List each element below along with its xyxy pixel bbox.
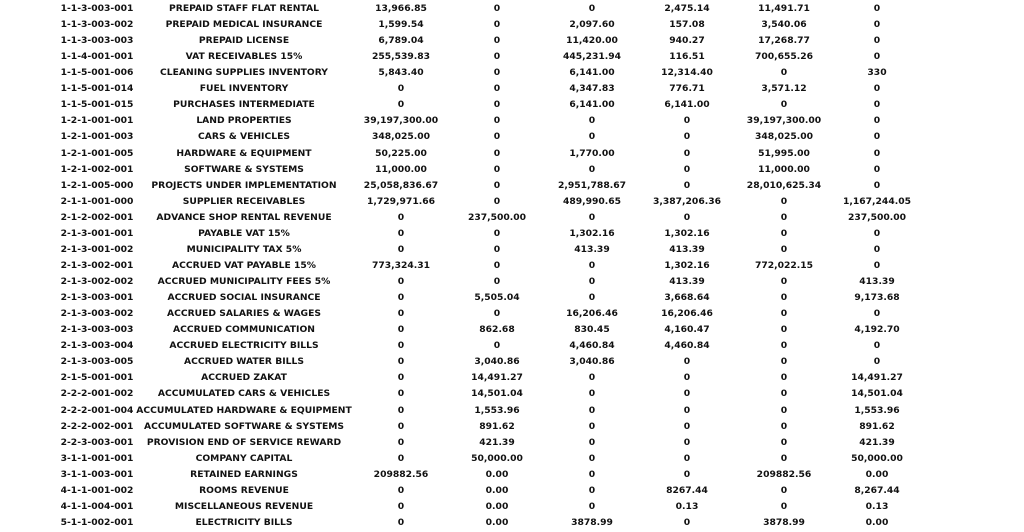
closing-credit-cell: 0: [873, 19, 881, 31]
table-row: [0, 49, 1024, 65]
closing-credit-cell: 0.00: [865, 516, 889, 528]
closing-credit-cell: 0: [873, 35, 881, 47]
period-debit-cell: 4,347.83: [569, 83, 615, 95]
account-name-cell: PREPAID LICENSE: [198, 35, 290, 47]
period-credit-cell: 1,302.16: [664, 227, 710, 239]
closing-credit-cell: 0: [873, 163, 881, 175]
period-debit-cell: 413.39: [574, 243, 610, 255]
opening-credit-cell: 0: [493, 131, 501, 143]
period-debit-cell: 0: [588, 420, 596, 432]
table-row: [0, 1, 1024, 17]
account-name-cell: ACCUMULATED CARS & VEHICLES: [157, 388, 331, 400]
period-debit-cell: 0: [588, 3, 596, 14]
period-debit-cell: 0: [588, 372, 596, 384]
table-row: [0, 322, 1024, 338]
account-code-cell: 1-1-3-003-001: [60, 3, 134, 14]
table-row: [0, 162, 1024, 178]
closing-debit-cell: 0: [780, 372, 788, 384]
closing-credit-cell: 9,173.68: [854, 292, 900, 304]
closing-credit-cell: 0.13: [865, 500, 889, 512]
period-credit-cell: 6,141.00: [664, 99, 710, 111]
opening-credit-cell: 0: [493, 3, 501, 14]
period-credit-cell: 3,668.64: [664, 292, 710, 304]
table-row: [0, 419, 1024, 435]
opening-debit-cell: 0: [397, 436, 405, 448]
account-code-cell: 1-2-1-001-001: [60, 115, 134, 127]
account-code-cell: 2-1-5-001-001: [60, 372, 134, 384]
opening-credit-cell: 237,500.00: [467, 211, 527, 223]
opening-credit-cell: 14,491.27: [471, 372, 523, 384]
period-credit-cell: 413.39: [669, 276, 705, 288]
closing-debit-cell: 39,197,300.00: [746, 115, 822, 127]
closing-credit-cell: 0: [873, 131, 881, 143]
table-row: [0, 338, 1024, 354]
opening-debit-cell: 0: [397, 372, 405, 384]
closing-debit-cell: 0: [780, 227, 788, 239]
account-name-cell: SOFTWARE & SYSTEMS: [184, 163, 304, 175]
table-row: [0, 65, 1024, 81]
table-row: [0, 467, 1024, 483]
account-code-cell: 3-1-1-003-001: [60, 468, 134, 480]
opening-credit-cell: 0: [493, 276, 501, 288]
table-row: [0, 386, 1024, 402]
account-code-cell: 5-1-1-002-001: [60, 516, 134, 528]
period-debit-cell: 3,040.86: [569, 356, 615, 368]
opening-credit-cell: 0: [493, 243, 501, 255]
opening-debit-cell: 255,539.83: [371, 51, 431, 63]
period-debit-cell: 0: [588, 276, 596, 288]
closing-credit-cell: 891.62: [859, 420, 895, 432]
period-debit-cell: 0: [588, 404, 596, 416]
period-debit-cell: 0: [588, 259, 596, 271]
closing-debit-cell: 17,268.77: [758, 35, 810, 47]
period-credit-cell: 4,460.84: [664, 340, 710, 352]
account-code-cell: 1-2-1-005-000: [60, 179, 134, 191]
closing-credit-cell: 0: [873, 308, 881, 320]
closing-debit-cell: 0: [780, 195, 788, 207]
period-credit-cell: 0: [683, 147, 691, 159]
period-debit-cell: 0: [588, 436, 596, 448]
account-name-cell: RETAINED EARNINGS: [190, 468, 298, 480]
period-debit-cell: 2,951,788.67: [557, 179, 627, 191]
closing-debit-cell: 0: [780, 436, 788, 448]
table-row: [0, 146, 1024, 162]
closing-credit-cell: 1,167,244.05: [842, 195, 912, 207]
opening-credit-cell: 5,505.04: [474, 292, 520, 304]
closing-credit-cell: 0: [873, 99, 881, 111]
period-credit-cell: 940.27: [669, 35, 705, 47]
period-debit-cell: 0: [588, 115, 596, 127]
closing-debit-cell: 0: [780, 308, 788, 320]
closing-debit-cell: 700,655.26: [754, 51, 814, 63]
period-credit-cell: 0: [683, 404, 691, 416]
account-code-cell: 2-2-2-002-001: [60, 420, 134, 432]
opening-debit-cell: 773,324.31: [371, 259, 431, 271]
period-credit-cell: 0: [683, 163, 691, 175]
account-code-cell: 1-1-4-001-001: [60, 51, 134, 63]
account-code-cell: 2-2-3-003-001: [60, 436, 134, 448]
opening-credit-cell: 0.00: [485, 484, 509, 496]
period-debit-cell: 0: [588, 468, 596, 480]
opening-credit-cell: 0: [493, 163, 501, 175]
account-name-cell: MUNICIPALITY TAX 5%: [186, 243, 302, 255]
opening-credit-cell: 0: [493, 51, 501, 63]
table-row: [0, 210, 1024, 226]
opening-debit-cell: 0: [397, 324, 405, 336]
opening-credit-cell: 0: [493, 99, 501, 111]
account-name-cell: ACCRUED COMMUNICATION: [173, 324, 315, 336]
opening-credit-cell: 0: [493, 340, 501, 352]
table-row: [0, 306, 1024, 322]
closing-credit-cell: 0: [873, 179, 881, 191]
period-credit-cell: 16,206.46: [661, 308, 713, 320]
account-code-cell: 2-1-3-003-001: [60, 292, 134, 304]
account-code-cell: 2-1-3-001-001: [60, 227, 134, 239]
closing-credit-cell: 413.39: [859, 276, 895, 288]
opening-credit-cell: 3,040.86: [474, 356, 520, 368]
closing-credit-cell: 0: [873, 147, 881, 159]
opening-credit-cell: 0: [493, 35, 501, 47]
period-debit-cell: 0: [588, 500, 596, 512]
account-name-cell: PURCHASES INTERMEDIATE: [173, 99, 315, 111]
period-credit-cell: 116.51: [669, 51, 705, 63]
account-name-cell: PREPAID STAFF FLAT RENTAL: [169, 3, 319, 14]
closing-credit-cell: 237,500.00: [847, 211, 907, 223]
closing-credit-cell: 0: [873, 356, 881, 368]
opening-debit-cell: 25,058,836.67: [363, 179, 439, 191]
account-name-cell: LAND PROPERTIES: [196, 115, 292, 127]
closing-credit-cell: 0: [873, 115, 881, 127]
table-row: [0, 178, 1024, 194]
closing-credit-cell: 0: [873, 51, 881, 63]
opening-debit-cell: 5,843.40: [378, 67, 424, 79]
period-credit-cell: 1,302.16: [664, 259, 710, 271]
table-row: [0, 129, 1024, 145]
account-name-cell: ADVANCE SHOP RENTAL REVENUE: [156, 211, 332, 223]
closing-credit-cell: 0: [873, 227, 881, 239]
opening-debit-cell: 50,225.00: [375, 147, 427, 159]
period-debit-cell: 0: [588, 452, 596, 464]
closing-debit-cell: 0: [780, 484, 788, 496]
period-credit-cell: 0: [683, 436, 691, 448]
account-name-cell: ACCRUED VAT PAYABLE 15%: [172, 259, 316, 271]
account-code-cell: 3-1-1-001-001: [60, 452, 134, 464]
period-debit-cell: 6,141.00: [569, 67, 615, 79]
account-name-cell: ACCRUED ELECTRICITY BILLS: [169, 340, 319, 352]
opening-credit-cell: 0: [493, 179, 501, 191]
table-row: [0, 81, 1024, 97]
opening-debit-cell: 0: [397, 404, 405, 416]
closing-debit-cell: 3,571.12: [761, 83, 807, 95]
closing-credit-cell: 0: [873, 243, 881, 255]
account-name-cell: PAYABLE VAT 15%: [198, 227, 290, 239]
account-code-cell: 2-1-3-001-002: [60, 243, 134, 255]
account-name-cell: ACCUMULATED SOFTWARE & SYSTEMS: [143, 420, 345, 432]
table-row: [0, 274, 1024, 290]
period-credit-cell: 0: [683, 452, 691, 464]
closing-debit-cell: 0: [780, 292, 788, 304]
period-debit-cell: 489,990.65: [562, 195, 622, 207]
closing-debit-cell: 28,010,625.34: [746, 179, 822, 191]
opening-debit-cell: 0: [397, 484, 405, 496]
account-name-cell: CLEANING SUPPLIES INVENTORY: [160, 67, 328, 79]
closing-credit-cell: 14,501.04: [851, 388, 903, 400]
period-debit-cell: 11,420.00: [566, 35, 618, 47]
account-code-cell: 2-2-2-001-002: [60, 388, 134, 400]
closing-debit-cell: 0: [780, 99, 788, 111]
account-name-cell: ACCRUED MUNICIPALITY FEES 5%: [157, 276, 331, 288]
period-debit-cell: 445,231.94: [562, 51, 622, 63]
closing-debit-cell: 0: [780, 500, 788, 512]
closing-debit-cell: 3,540.06: [761, 19, 807, 31]
period-debit-cell: 16,206.46: [566, 308, 618, 320]
account-code-cell: 2-2-2-001-004: [60, 404, 134, 416]
table-row: [0, 194, 1024, 210]
closing-debit-cell: 348,025.00: [754, 131, 814, 143]
table-row: [0, 17, 1024, 33]
opening-debit-cell: 209882.56: [373, 468, 429, 480]
closing-credit-cell: 0: [873, 340, 881, 352]
closing-credit-cell: 1,553.96: [854, 404, 900, 416]
closing-credit-cell: 330: [867, 67, 887, 79]
account-name-cell: SUPPLIER RECEIVABLES: [182, 195, 306, 207]
account-code-cell: 2-1-3-002-002: [60, 276, 134, 288]
account-name-cell: ACCRUED SALARIES & WAGES: [167, 308, 321, 320]
closing-debit-cell: 0: [780, 420, 788, 432]
period-credit-cell: 12,314.40: [661, 67, 713, 79]
opening-debit-cell: 0: [397, 99, 405, 111]
table-row: [0, 354, 1024, 370]
account-name-cell: VAT RECEIVABLES 15%: [185, 51, 303, 63]
table-row: [0, 97, 1024, 113]
period-credit-cell: 0: [683, 420, 691, 432]
opening-credit-cell: 50,000.00: [471, 452, 523, 464]
account-code-cell: 1-2-1-001-005: [60, 147, 134, 159]
closing-debit-cell: 0: [780, 452, 788, 464]
opening-credit-cell: 0: [493, 259, 501, 271]
closing-debit-cell: 0: [780, 388, 788, 400]
period-debit-cell: 6,141.00: [569, 99, 615, 111]
account-code-cell: 4-1-1-004-001: [60, 500, 134, 512]
opening-debit-cell: 0: [397, 516, 405, 528]
opening-credit-cell: 0: [493, 83, 501, 95]
table-row: [0, 451, 1024, 467]
table-row: [0, 403, 1024, 419]
opening-debit-cell: 1,599.54: [378, 19, 424, 31]
closing-credit-cell: 4,192.70: [854, 324, 900, 336]
period-credit-cell: 0: [683, 388, 691, 400]
table-row: [0, 226, 1024, 242]
period-debit-cell: 0: [588, 131, 596, 143]
period-debit-cell: 0: [588, 484, 596, 496]
opening-credit-cell: 0: [493, 67, 501, 79]
period-credit-cell: 3,387,206.36: [652, 195, 722, 207]
opening-debit-cell: 11,000.00: [375, 163, 427, 175]
table-row: [0, 499, 1024, 515]
account-name-cell: MISCELLANEOUS REVENUE: [174, 500, 314, 512]
opening-debit-cell: 0: [397, 243, 405, 255]
account-name-cell: FUEL INVENTORY: [199, 83, 289, 95]
closing-credit-cell: 14,491.27: [851, 372, 903, 384]
closing-debit-cell: 11,000.00: [758, 163, 810, 175]
opening-debit-cell: 0: [397, 308, 405, 320]
account-code-cell: 1-1-3-003-002: [60, 19, 134, 31]
period-credit-cell: 0: [683, 372, 691, 384]
opening-debit-cell: 0: [397, 276, 405, 288]
closing-debit-cell: 11,491.71: [758, 3, 810, 14]
opening-debit-cell: 6,789.04: [378, 35, 424, 47]
period-debit-cell: 2,097.60: [569, 19, 615, 31]
opening-credit-cell: 862.68: [479, 324, 515, 336]
period-credit-cell: 0: [683, 179, 691, 191]
closing-debit-cell: 772,022.15: [754, 259, 814, 271]
account-name-cell: HARDWARE & EQUIPMENT: [176, 147, 312, 159]
closing-debit-cell: 0: [780, 243, 788, 255]
closing-debit-cell: 0: [780, 356, 788, 368]
opening-debit-cell: 0: [397, 292, 405, 304]
closing-debit-cell: 0: [780, 276, 788, 288]
account-code-cell: 2-1-3-003-003: [60, 324, 134, 336]
period-credit-cell: 0: [683, 468, 691, 480]
opening-debit-cell: 13,966.85: [375, 3, 427, 14]
account-code-cell: 2-1-2-002-001: [60, 211, 134, 223]
account-code-cell: 1-1-5-001-015: [60, 99, 134, 111]
closing-debit-cell: 51,995.00: [758, 147, 810, 159]
opening-credit-cell: 14,501.04: [471, 388, 523, 400]
account-code-cell: 2-1-3-003-002: [60, 308, 134, 320]
table-row: [0, 483, 1024, 499]
opening-credit-cell: 1,553.96: [474, 404, 520, 416]
closing-debit-cell: 209882.56: [756, 468, 812, 480]
account-name-cell: ACCRUED ZAKAT: [201, 372, 287, 384]
period-credit-cell: 776.71: [669, 83, 705, 95]
account-name-cell: ROOMS REVENUE: [199, 484, 289, 496]
closing-debit-cell: 0: [780, 324, 788, 336]
period-debit-cell: 3878.99: [571, 516, 613, 528]
account-name-cell: CARS & VEHICLES: [198, 131, 290, 143]
closing-credit-cell: 0: [873, 3, 881, 14]
account-name-cell: ACCRUED SOCIAL INSURANCE: [167, 292, 321, 304]
period-credit-cell: 4,160.47: [664, 324, 710, 336]
period-credit-cell: 8267.44: [666, 484, 708, 496]
closing-credit-cell: 0.00: [865, 468, 889, 480]
period-debit-cell: 1,302.16: [569, 227, 615, 239]
opening-credit-cell: 0.00: [485, 468, 509, 480]
period-credit-cell: 0: [683, 516, 691, 528]
closing-credit-cell: 0: [873, 83, 881, 95]
account-code-cell: 1-1-5-001-006: [60, 67, 134, 79]
opening-debit-cell: 0: [397, 211, 405, 223]
opening-debit-cell: 0: [397, 500, 405, 512]
opening-debit-cell: 348,025.00: [371, 131, 431, 143]
closing-credit-cell: 8,267.44: [854, 484, 900, 496]
table-row: [0, 515, 1024, 531]
account-code-cell: 1-2-1-001-003: [60, 131, 134, 143]
opening-debit-cell: 0: [397, 420, 405, 432]
opening-credit-cell: 0: [493, 115, 501, 127]
period-debit-cell: 0: [588, 163, 596, 175]
opening-debit-cell: 39,197,300.00: [363, 115, 439, 127]
account-name-cell: PROJECTS UNDER IMPLEMENTATION: [151, 179, 337, 191]
opening-credit-cell: 0.00: [485, 500, 509, 512]
period-debit-cell: 830.45: [574, 324, 610, 336]
account-name-cell: PREPAID MEDICAL INSURANCE: [165, 19, 323, 31]
account-code-cell: 2-1-3-003-004: [60, 340, 134, 352]
opening-credit-cell: 0: [493, 308, 501, 320]
closing-credit-cell: 421.39: [859, 436, 895, 448]
period-credit-cell: 2,475.14: [664, 3, 710, 14]
table-row: [0, 242, 1024, 258]
closing-debit-cell: 0: [780, 211, 788, 223]
opening-debit-cell: 0: [397, 356, 405, 368]
opening-credit-cell: 0: [493, 19, 501, 31]
closing-debit-cell: 3878.99: [763, 516, 805, 528]
opening-debit-cell: 0: [397, 83, 405, 95]
account-code-cell: 4-1-1-001-002: [60, 484, 134, 496]
opening-debit-cell: 1,729,971.66: [366, 195, 436, 207]
account-code-cell: 2-1-3-002-001: [60, 259, 134, 271]
account-name-cell: ELECTRICITY BILLS: [195, 516, 293, 528]
opening-credit-cell: 891.62: [479, 420, 515, 432]
table-row: [0, 258, 1024, 274]
account-name-cell: COMPANY CAPITAL: [195, 452, 293, 464]
closing-debit-cell: 0: [780, 67, 788, 79]
opening-credit-cell: 0: [493, 147, 501, 159]
closing-debit-cell: 0: [780, 340, 788, 352]
table-row: [0, 33, 1024, 49]
period-credit-cell: 0.13: [675, 500, 699, 512]
period-credit-cell: 0: [683, 356, 691, 368]
period-credit-cell: 0: [683, 211, 691, 223]
table-row: [0, 113, 1024, 129]
period-debit-cell: 0: [588, 388, 596, 400]
period-credit-cell: 0: [683, 115, 691, 127]
period-debit-cell: 0: [588, 292, 596, 304]
closing-credit-cell: 50,000.00: [851, 452, 903, 464]
account-code-cell: 1-1-5-001-014: [60, 83, 134, 95]
opening-debit-cell: 0: [397, 452, 405, 464]
account-name-cell: ACCRUED WATER BILLS: [184, 356, 304, 368]
opening-debit-cell: 0: [397, 340, 405, 352]
opening-credit-cell: 0.00: [485, 516, 509, 528]
closing-debit-cell: 0: [780, 404, 788, 416]
opening-credit-cell: 0: [493, 195, 501, 207]
account-code-cell: 1-2-1-002-001: [60, 163, 134, 175]
account-name-cell: PROVISION END OF SERVICE REWARD: [146, 436, 342, 448]
period-credit-cell: 157.08: [669, 19, 705, 31]
opening-credit-cell: 0: [493, 227, 501, 239]
table-row: [0, 435, 1024, 451]
period-debit-cell: 0: [588, 211, 596, 223]
opening-credit-cell: 421.39: [479, 436, 515, 448]
closing-credit-cell: 0: [873, 259, 881, 271]
opening-debit-cell: 0: [397, 388, 405, 400]
opening-debit-cell: 0: [397, 227, 405, 239]
table-row: [0, 370, 1024, 386]
period-credit-cell: 0: [683, 131, 691, 143]
account-name-cell: ACCUMULATED HARDWARE & EQUIPMENT: [136, 404, 352, 416]
account-code-cell: 2-1-1-001-000: [60, 195, 134, 207]
account-code-cell: 1-1-3-003-003: [60, 35, 134, 47]
period-credit-cell: 413.39: [669, 243, 705, 255]
table-row: [0, 290, 1024, 306]
account-code-cell: 2-1-3-003-005: [60, 356, 134, 368]
period-debit-cell: 1,770.00: [569, 147, 615, 159]
period-debit-cell: 4,460.84: [569, 340, 615, 352]
